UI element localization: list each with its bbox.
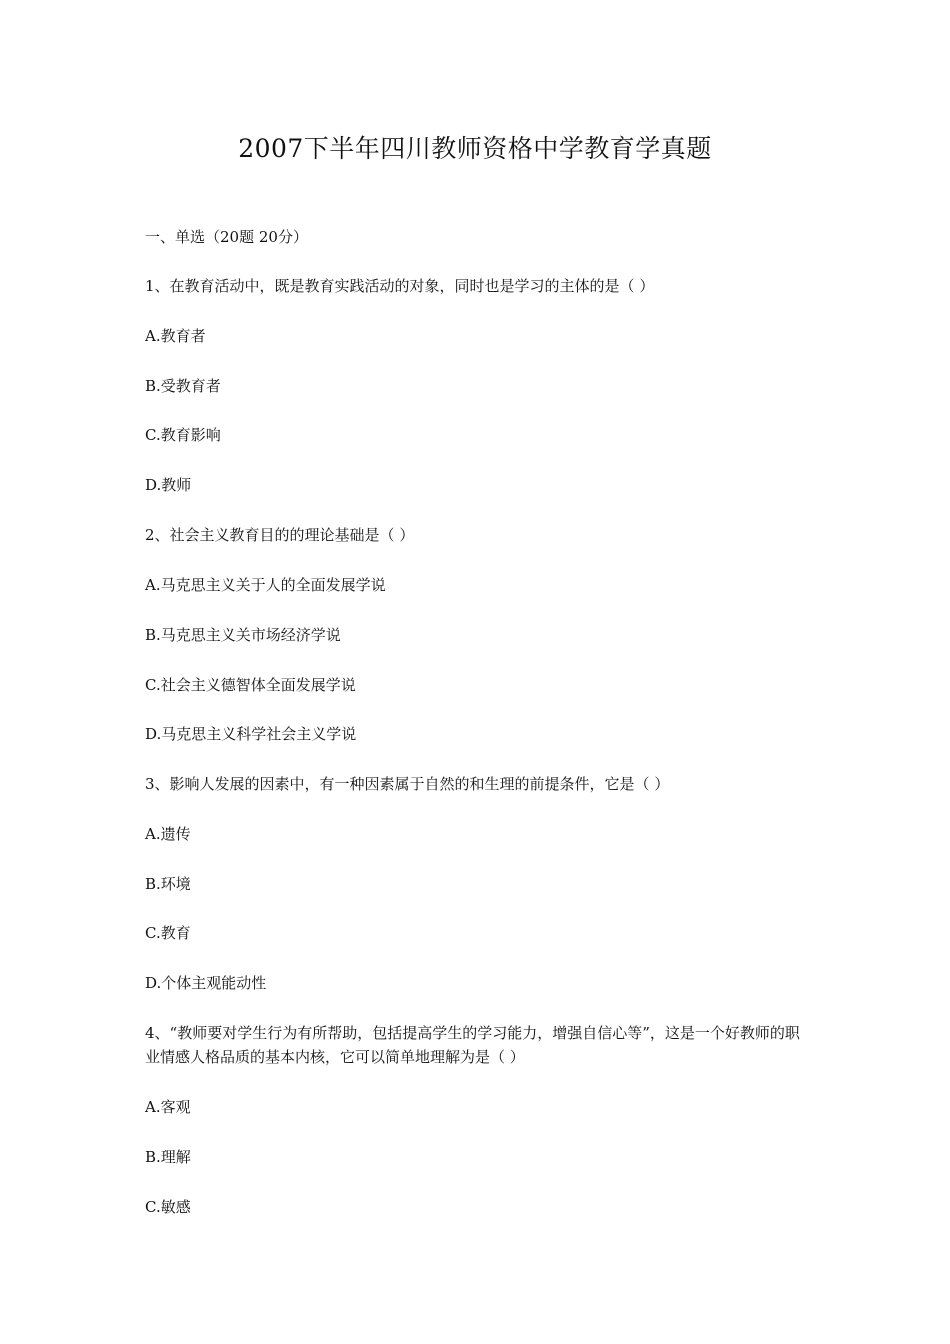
answer-option: B.理解 xyxy=(145,1148,191,1166)
answer-option: C.社会主义德智体全面发展学说 xyxy=(145,676,356,694)
section-heading: 一、单选（20题 20分） xyxy=(145,228,308,246)
answer-option: B.马克思主义关市场经济学说 xyxy=(145,626,341,644)
answer-option: A.遗传 xyxy=(145,825,191,843)
question-stem: 4、“教师要对学生行为有所帮助，包括提高学生的学习能力，增强自信心等”，这是一个好教师的职业情感人格品质的基本内核，它可以简单地理解为是（ ） xyxy=(145,1024,800,1066)
answer-option: A.客观 xyxy=(145,1098,191,1116)
question-stem: 1、在教育活动中，既是教育实践活动的对象，同时也是学习的主体的是（ ） xyxy=(145,277,655,295)
answer-option: C.教育 xyxy=(145,924,191,942)
answer-option: C.教育影响 xyxy=(145,426,221,444)
answer-option: A.马克思主义关于人的全面发展学说 xyxy=(145,576,386,594)
answer-option: B.受教育者 xyxy=(145,377,221,395)
answer-option: D.马克思主义科学社会主义学说 xyxy=(145,725,357,743)
answer-option: D.个体主观能动性 xyxy=(145,974,267,992)
answer-option: A.教育者 xyxy=(145,327,206,345)
question-stem: 3、影响人发展的因素中，有一种因素属于自然的和生理的前提条件，它是（ ） xyxy=(145,775,670,793)
answer-option: D.教师 xyxy=(145,476,192,494)
answer-option: C.敏感 xyxy=(145,1198,191,1216)
document-title: 2007下半年四川教师资格中学教育学真题 xyxy=(238,134,712,163)
question-stem: 2、社会主义教育目的的理论基础是（ ） xyxy=(145,526,415,544)
answer-option: B.环境 xyxy=(145,875,191,893)
